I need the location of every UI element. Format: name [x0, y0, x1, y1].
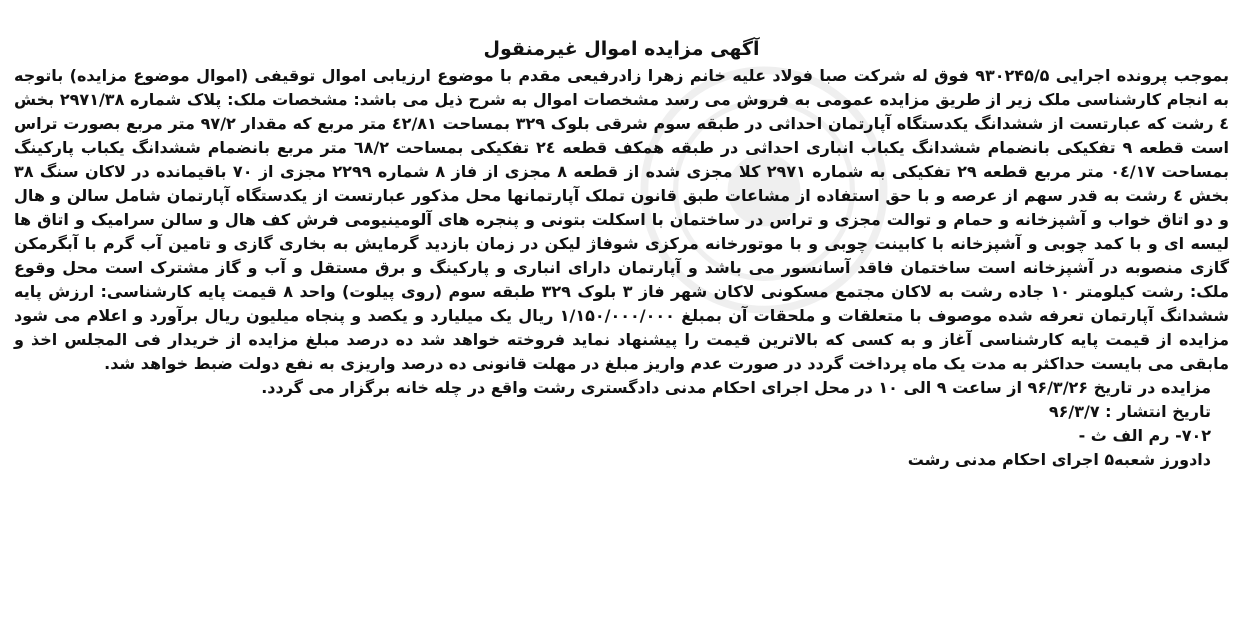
notice-code: ۷۰۲- رم الف ث -	[1078, 426, 1211, 445]
notice-title: آگهی مزایده اموال غیرمنقول	[483, 38, 760, 60]
signature: دادورز شعبه۵ اجرای احکام مدنی رشت	[907, 450, 1211, 469]
auction-notice	[14, 0, 1229, 626]
publish-date: تاریخ انتشار : ۹۶/۳/۷	[1048, 402, 1211, 421]
auction-date-line: مزایده در تاریخ ۹۶/۳/۲۶ از ساعت ۹ الی ۱۰ در محل اجرای احکام مدنی دادگستری رشت واقع در چله خانه برگزار می گردد.	[261, 378, 1211, 397]
notice-body: بموجب پرونده اجرایی ۹۳۰۲۴۵/۵ فوق له شرکت صبا فولاد علیه خانم زهرا زادرفیعی مقدم با موضوع ارزیابی اموال توقیفی (اموال موضوع مزایده) باتوجه به انجام کارشناسی ملک زیر از طریق مزایده عمومی به فروش می رسد مشخصات اموال به شرح ذیل می باشد: مشخصات ملک: پلاک شماره ۲۹۷۱/۳۸ بخش ٤ رشت که عبارتست از ششدانگ یکدستگاه آپارتمان احداثی در طبقه سوم شرقی بلوک ۳۲۹ بمساحت ٤٢/٨١ متر مربع که مقدار ۹۷/۲ متر مربع بصورت تراس است قطعه ۹ تفکیکی بانضمام ششدانگ یکباب انباری احداثی در طبقه همکف قطعه ٢٤ تفکیکی بمساحت ٦٨/٢ متر مربع بانضمام ششدانگ یکباب پارکینگ بمساحت ٠٤/١٧ متر مربع قطعه ۲۹ تفکیکی به شماره ۲۹۷۱ کلا مجزی شده از قطعه ۸ مجزی از فاز ۸ شماره ۲۲۹۹ مجزی از ۷۰ باقیمانده در لاکان سنگ ۳۸ بخش ٤ رشت به قدر سهم از عرصه و با حق استفاده از مشاعات طبق قانون تملک آپارتمانها محل مذکور عبارتست از یکدستگاه آپارتمان شامل سالن و هال و دو اتاق خواب و آشپزخانه و حمام و توالت مجزی و تراس در ساختمان با اسکلت بتونی و پنجره های آلومینیومی فرش کف هال و سالن سرامیک و اتاق ها لیسه ای و با کمد چوبی و آشپزخانه با کابینت چوبی و با موتورخانه مرکزی شوفاژ لیکن در زمان بازدید گرمایش به بخاری گازی و تامین آب گرم با آبگرمکن گازی منصوبه در آشپزخانه است ساختمان فاقد آسانسور می باشد و آپارتمان دارای انباری و پارکینگ و برق مستقل و آب و گاز مشترک است محل وقوع ملک: رشت کیلومتر ۱۰ جاده رشت به لاکان مجتمع مسکونی لاکان شهر فاز ۳ بلوک ۳۲۹ طبقه سوم (روی پیلوت) واحد ۸ قیمت پایه کارشناسی: ارزش پایه ششدانگ آپارتمان تعرفه شده موصوف با متعلقات و ملحقات آن بمبلغ ۱/۱۵۰/۰۰۰/۰۰۰ ریال یک میلیارد و یکصد و پنجاه میلیون ریال برآورد و اعلام می شود مزایده از قیمت پایه کارشناسی آغاز و به کسی که بالاترین قیمت را پیشنهاد نماید فروخته خواهد شد ده درصد مبلغ مزایده از خریدار فی المجلس اخذ و مابقی می بایست حداکثر به مدت یک ماه پرداخت گردد در صورت عدم واریز مبلغ در مهلت قانونی ده درصد واریزی به نفع دولت ضبط خواهد شد.	[14, 66, 1230, 373]
